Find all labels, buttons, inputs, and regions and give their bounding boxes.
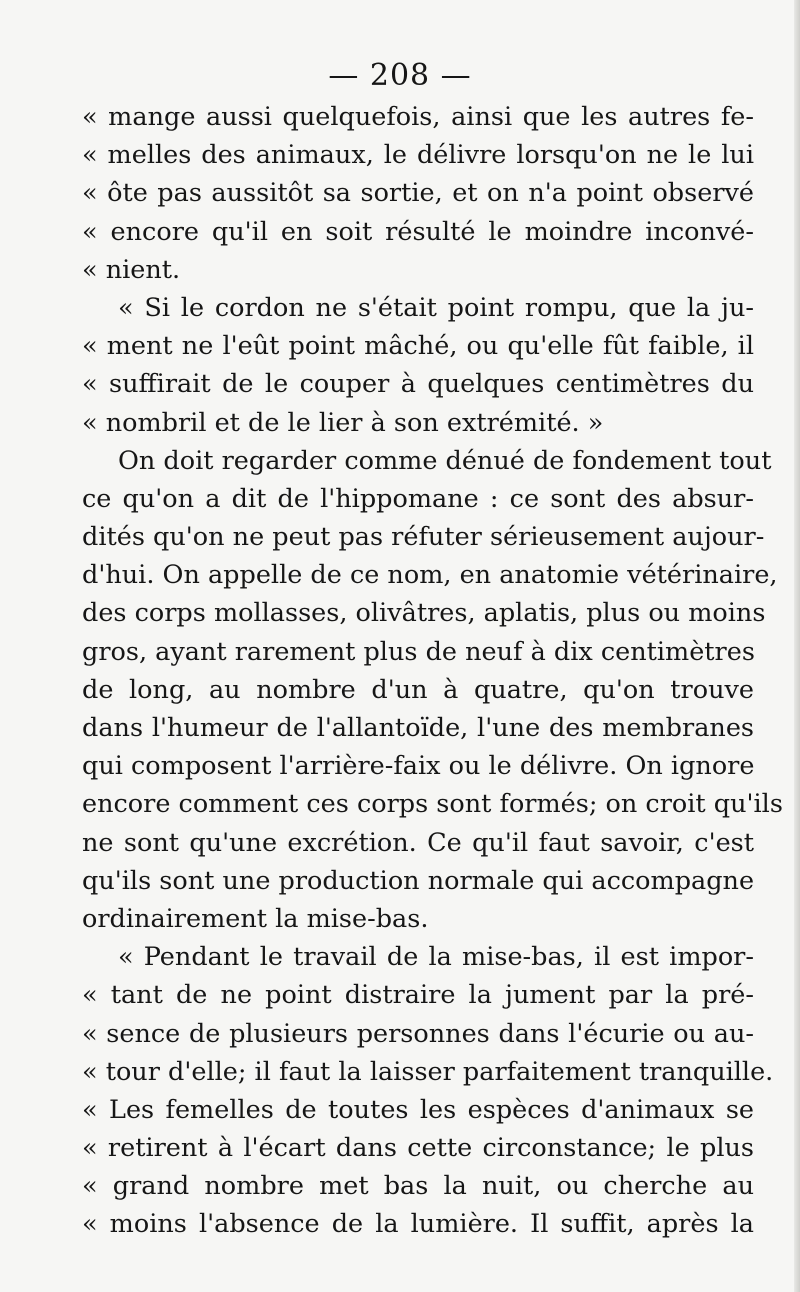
text-line: « ment ne l'eût point mâché, ou qu'elle fût faible, il xyxy=(82,331,754,362)
text-line: « melles des animaux, le délivre lorsqu'on ne le lui xyxy=(82,140,754,171)
text-line: gros, ayant rarement plus de neuf à dix centimètres xyxy=(82,636,755,667)
text-line: encore comment ces corps sont formés; on croit qu'ils xyxy=(82,789,783,820)
text-line: « Pendant le travail de la mise-bas, il est impor- xyxy=(118,942,754,973)
text-line: « ôte pas aussitôt sa sortie, et on n'a point observé xyxy=(82,178,754,209)
text-line: ce qu'on a dit de l'hippomane : ce sont des absur- xyxy=(82,483,754,514)
text-line: « moins l'absence de la lumière. Il suffit, après la xyxy=(82,1209,754,1240)
text-line: « encore qu'il en soit résulté le moindre inconvé- xyxy=(82,216,754,247)
text-line: de long, au nombre d'un à quatre, qu'on trouve xyxy=(82,674,754,705)
text-line: qui composent l'arrière-faix ou le délivre. On ignore xyxy=(82,751,755,782)
text-line: d'hui. On appelle de ce nom, en anatomie vétérinaire, xyxy=(82,560,778,591)
text-line: ordinairement la mise-bas. xyxy=(82,903,429,934)
text-line: « Si le cordon ne s'était point rompu, que la ju- xyxy=(118,292,754,323)
text-line: « tour d'elle; il faut la laisser parfaitement tranquille. xyxy=(82,1056,774,1087)
text-line: On doit regarder comme dénué de fondement tout xyxy=(118,445,772,476)
page-body-text xyxy=(82,98,783,1244)
text-line: « Les femelles de toutes les espèces d'animaux se xyxy=(82,1094,754,1125)
text-line: « retirent à l'écart dans cette circonstance; le plus xyxy=(82,1133,754,1164)
text-line: ne sont qu'une excrétion. Ce qu'il faut savoir, c'est xyxy=(82,827,754,858)
text-line: dités qu'on ne peut pas réfuter sérieusement aujour- xyxy=(82,522,765,553)
text-line: « grand nombre met bas la nuit, ou cherche au xyxy=(82,1171,754,1202)
text-line: qu'ils sont une production normale qui accompagne xyxy=(82,865,755,896)
text-line: « mange aussi quelquefois, ainsi que les autres fe- xyxy=(82,102,754,132)
page-edge-shadow xyxy=(794,0,800,1292)
text-line: « sence de plusieurs personnes dans l'écurie ou au- xyxy=(82,1018,754,1049)
text-line: « nient. xyxy=(82,254,181,285)
text-line: dans l'humeur de l'allantoïde, l'une des membranes xyxy=(82,713,754,743)
text-line: « nombril et de le lier à son extrémité. » xyxy=(82,407,604,438)
text-line: « suffirait de le couper à quelques centimètres du xyxy=(82,369,754,400)
text-line: des corps mollasses, olivâtres, aplatis, plus ou moins xyxy=(82,598,766,629)
page-number-header: — 208 — xyxy=(328,58,472,93)
text-line: « tant de ne point distraire la jument par la pré- xyxy=(82,980,754,1011)
